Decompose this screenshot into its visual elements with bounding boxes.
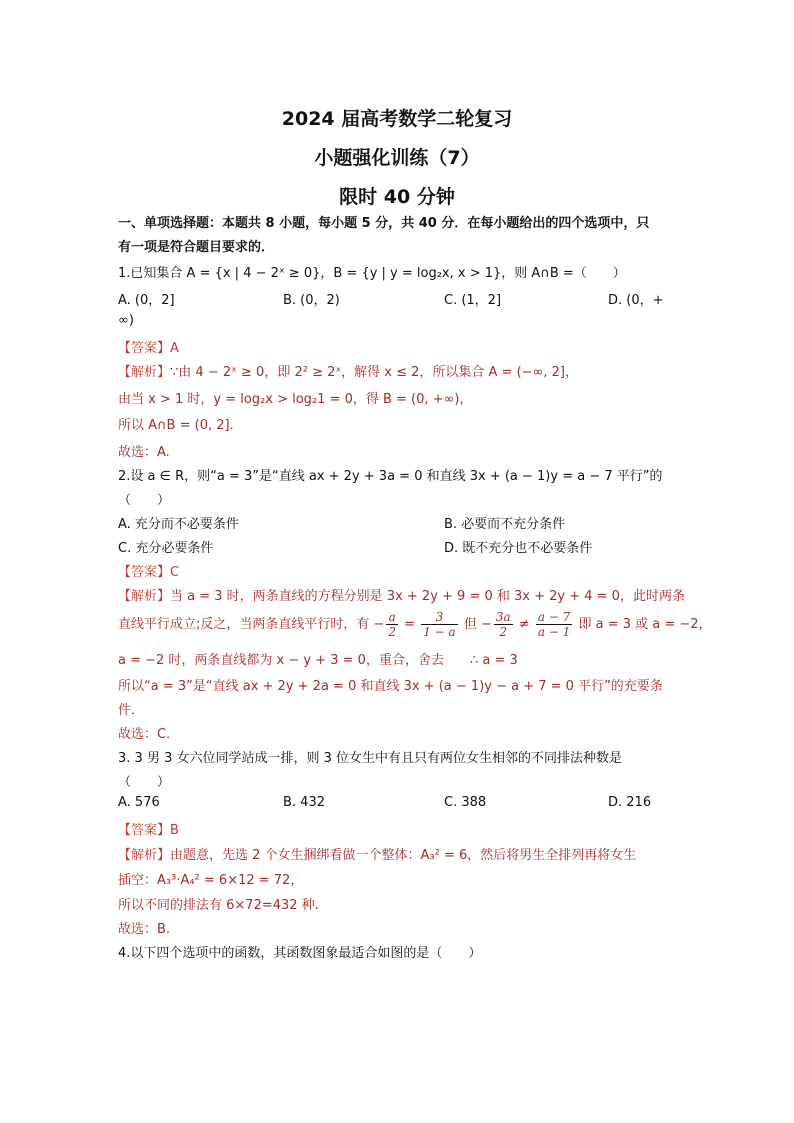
not-equal-sign: ≠: [514, 617, 534, 632]
fraction: [536, 610, 572, 639]
fraction-numerator: 3a: [495, 610, 511, 624]
q2-exp-tag: 【解析】: [118, 589, 171, 604]
q4-stem: 4.以下四个选项中的函数，其函数图象最适合如图的是（ ）: [118, 946, 482, 961]
q3-paren: （ ）: [118, 775, 171, 790]
fraction-numerator: a − 7: [537, 610, 571, 624]
q2-explanation-5: 件．: [118, 703, 145, 718]
q2-option-b: B. 必要而不充分条件: [444, 517, 566, 532]
q2-option-d: D. 既不充分也不必要条件: [444, 541, 593, 556]
q3-exp-tag: 【解析】: [118, 848, 171, 863]
q3-option-d: D. 216: [608, 795, 652, 810]
q2-option-c: C. 充分必要条件: [118, 541, 214, 556]
q3-explanation-2: 插空：A₃³·A₄² = 6×12 = 72，: [118, 873, 304, 888]
q1-option-d: D. (0，+: [608, 293, 664, 308]
q1-option-c: C. (1，2]: [444, 293, 502, 308]
equals-sign: =: [400, 617, 420, 632]
q2-explanation-1: [118, 585, 688, 604]
q3-option-a: A. 576: [118, 795, 160, 810]
q2-stem: 2.设 a ∈ R，则“a = 3”是“直线 ax + 2y + 3a = 0 和直线 3x + (a − 1)y = a − 7 平行”的: [118, 469, 663, 484]
fraction: [386, 610, 398, 639]
q3-option-c: C. 388: [444, 795, 487, 810]
q1-explanation-2: 由当 x > 1 时，y = log₂x > log₂1 = 0，得 B = (0, +∞)，: [118, 392, 473, 407]
q3-conclusion: 故选：B.: [118, 922, 171, 937]
q2-answer: 【答案】C: [118, 565, 180, 580]
q2-conclusion: 故选：C．: [118, 727, 180, 742]
q1-option-d-cont: ∞): [118, 313, 134, 328]
fraction: [421, 610, 457, 639]
fraction-denominator: 2: [388, 625, 397, 639]
q1-stem: 1.已知集合 A = {x | 4 − 2ˣ ≥ 0}，B = {y | y = log₂x, x > 1}，则 A∩B =（ ）: [118, 266, 626, 281]
q2-paren: （ ）: [118, 493, 171, 508]
q2-explanation-2: [118, 608, 712, 642]
doc-title: 2024 届高考数学二轮复习: [281, 108, 513, 130]
q3-explanation-1: [118, 844, 688, 863]
q1-exp-text-1: ∵由 4 − 2ˣ ≥ 0，即 2² ≥ 2ˣ，解得 x ≤ 2，所以集合 A = (−∞, 2]，: [170, 365, 578, 380]
q2-exp-text-1: 当 a = 3 时，两条直线的方程分别是 3x + 2y + 9 = 0 和 3x + 2y + 4 = 0，此时两条: [170, 589, 685, 604]
q3-stem: 3. 3 男 3 女六位同学站成一排，则 3 位女生中有且只有两位女生相邻的不同排法种数是: [118, 751, 623, 766]
fraction-numerator: a: [386, 610, 398, 625]
q3-option-b: B. 432: [283, 795, 325, 810]
fraction: [494, 610, 513, 639]
q1-option-b: B. (0，2): [283, 293, 340, 308]
q1-explanation-1: [118, 361, 688, 380]
time-limit: 限时 40 分钟: [339, 186, 455, 208]
q1-explanation-3: 所以 A∩B = (0, 2]．: [118, 418, 243, 433]
q2-exp-text-2c: 即 a = 3 或 a = −2，: [574, 617, 712, 632]
q1-conclusion: 故选：A.: [118, 445, 170, 460]
fraction-denominator: a − 1: [537, 625, 571, 639]
q1-option-a: A. (0，2]: [118, 293, 175, 308]
fraction-numerator: 3: [421, 610, 457, 625]
q3-exp-text-1: 由题意，先选 2 个女生捆绑看做一个整体：A₃² = 6，然后将男生全排列再将女生: [170, 848, 637, 863]
q2-exp-text-2b: 但 −: [459, 617, 492, 632]
q2-exp-text-2a: 直线平行成立;反之，当两条直线平行时，有 −: [118, 617, 385, 632]
q2-option-a: A. 充分而不必要条件: [118, 517, 239, 532]
fraction-denominator: 1 − a: [423, 625, 456, 639]
q3-explanation-3: 所以不同的排法有 6×72=432 种.: [118, 898, 319, 913]
section-heading-cont: 有一项是符合题目要求的．: [118, 240, 275, 255]
doc-subtitle: 小题强化训练（7）: [314, 147, 480, 169]
q1-exp-tag: 【解析】: [118, 365, 171, 380]
q2-explanation-4: 所以“a = 3”是“直线 ax + 2y + 2a = 0 和直线 3x + (a − 1)y − a + 7 = 0 平行”的充要条: [118, 679, 663, 694]
q1-answer: 【答案】A: [118, 341, 179, 356]
fraction-denominator: 2: [499, 625, 508, 639]
q2-explanation-3: a = −2 时，两条直线都为 x − y + 3 = 0，重合，舍去 ∴ a = 3: [118, 653, 518, 668]
q3-answer: 【答案】B: [118, 823, 179, 838]
section-heading: 一、单项选择题：本题共 8 小题，每小题 5 分，共 40 分．在每小题给出的四个选项中，只: [118, 216, 650, 231]
